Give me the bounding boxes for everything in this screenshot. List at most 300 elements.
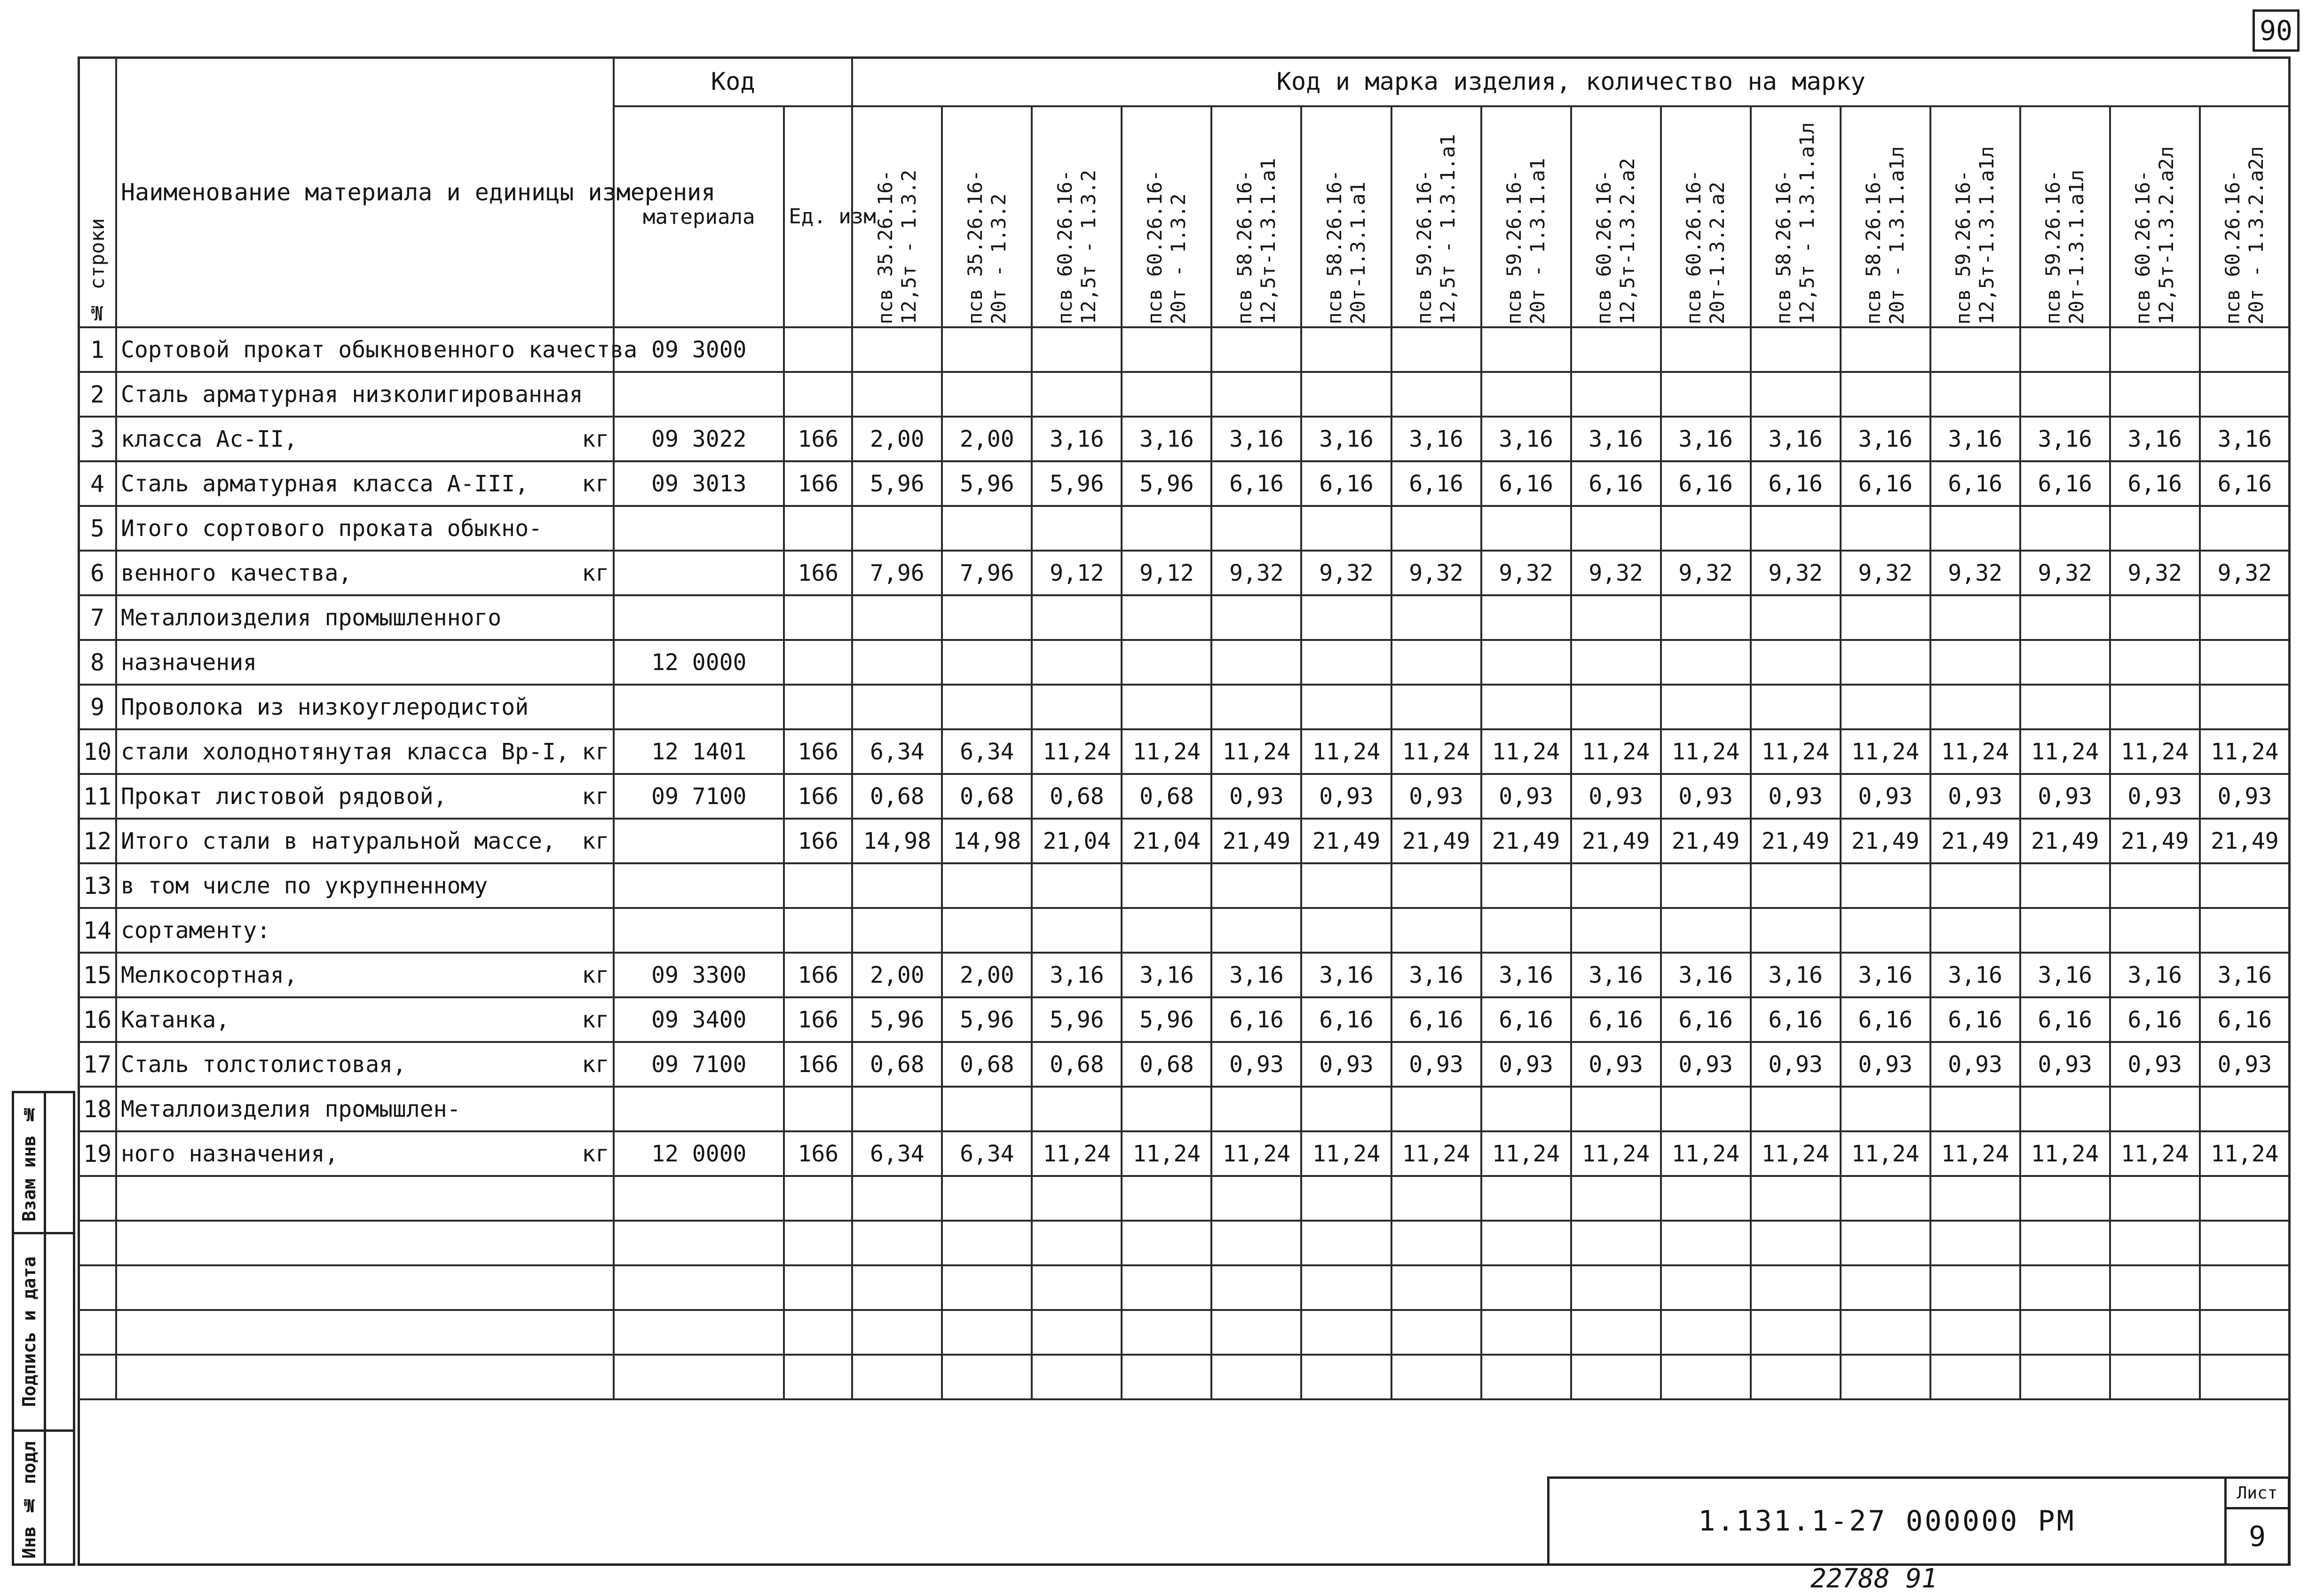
quantity-cell xyxy=(1211,908,1301,953)
material-code xyxy=(614,863,784,908)
quantity-cell: 11,24 xyxy=(2200,729,2290,774)
quantity-cell: 0,68 xyxy=(942,774,1032,819)
sidebar-labels xyxy=(14,1093,46,1563)
quantity-cell xyxy=(1211,640,1301,685)
quantity-cell: 0,93 xyxy=(1661,774,1751,819)
quantity-cell: 2,00 xyxy=(942,953,1032,997)
quantity-cell: 3,16 xyxy=(2110,953,2200,997)
quantity-cell xyxy=(1571,595,1661,640)
mark-header: псв 60.26.16- 12,5т - 1.3.2 xyxy=(1032,106,1122,327)
quantity-cell xyxy=(1481,908,1571,953)
quantity-cell: 21,04 xyxy=(1032,819,1122,863)
quantity-cell xyxy=(942,1087,1032,1131)
row-number: 10 xyxy=(79,729,116,774)
quantity-cell xyxy=(942,327,1032,372)
empty-cell xyxy=(614,1221,784,1265)
material-code xyxy=(614,372,784,417)
empty-cell xyxy=(2200,1221,2290,1265)
quantity-cell xyxy=(1751,1087,1841,1131)
quantity-cell xyxy=(1032,685,1122,729)
quantity-cell xyxy=(1930,685,2020,729)
empty-cell xyxy=(1751,1265,1841,1310)
quantity-cell xyxy=(942,595,1032,640)
row-name-text: венного качества, xyxy=(121,560,352,586)
row-name xyxy=(116,506,614,551)
quantity-cell xyxy=(1391,372,1481,417)
empty-cell xyxy=(1661,1265,1751,1310)
quantity-cell: 0,93 xyxy=(1481,1042,1571,1087)
quantity-cell xyxy=(942,908,1032,953)
quantity-cell xyxy=(2020,595,2110,640)
quantity-cell: 3,16 xyxy=(1661,417,1751,461)
empty-cell xyxy=(1751,1310,1841,1355)
quantity-cell: 3,16 xyxy=(1122,417,1211,461)
quantity-cell xyxy=(1751,327,1841,372)
quantity-cell: 11,24 xyxy=(2110,729,2200,774)
quantity-cell: 11,24 xyxy=(2020,1131,2110,1176)
empty-cell xyxy=(942,1221,1032,1265)
quantity-cell: 3,16 xyxy=(1571,953,1661,997)
empty-cell xyxy=(942,1176,1032,1221)
quantity-cell xyxy=(1211,1087,1301,1131)
unit-code xyxy=(784,1087,852,1131)
quantity-cell xyxy=(942,640,1032,685)
quantity-cell: 21,49 xyxy=(1571,819,1661,863)
row-unit-label: кг xyxy=(582,828,609,854)
quantity-cell xyxy=(1122,685,1211,729)
row-name-text: Проволока из низкоуглеродистой xyxy=(121,694,529,720)
quantity-cell: 0,93 xyxy=(1841,774,1930,819)
quantity-cell xyxy=(2110,685,2200,729)
empty-row xyxy=(79,1176,2290,1221)
quantity-cell xyxy=(942,863,1032,908)
quantity-cell: 6,16 xyxy=(1391,461,1481,506)
quantity-cell xyxy=(2020,863,2110,908)
row-number: 12 xyxy=(79,819,116,863)
quantity-cell xyxy=(1930,506,2020,551)
quantity-cell xyxy=(1391,595,1481,640)
unit-code xyxy=(784,640,852,685)
row-name-text: Мелкосортная, xyxy=(121,962,298,988)
quantity-cell xyxy=(1301,327,1391,372)
quantity-cell: 6,16 xyxy=(1930,997,2020,1042)
row-name xyxy=(116,327,638,372)
quantity-cell xyxy=(2020,640,2110,685)
row-name xyxy=(116,417,614,461)
quantity-cell xyxy=(2110,863,2200,908)
quantity-cell: 0,68 xyxy=(1032,1042,1122,1087)
quantity-cell: 6,34 xyxy=(942,1131,1032,1176)
quantity-cell: 6,34 xyxy=(852,1131,942,1176)
quantity-cell: 3,16 xyxy=(1391,953,1481,997)
quantity-cell xyxy=(1930,327,2020,372)
quantity-cell xyxy=(1841,1087,1930,1131)
quantity-cell xyxy=(942,506,1032,551)
table-row xyxy=(79,1087,2290,1131)
quantity-cell xyxy=(1122,506,1211,551)
quantity-cell xyxy=(1661,908,1751,953)
quantity-cell xyxy=(1391,1087,1481,1131)
row-unit-label: кг xyxy=(582,560,609,586)
quantity-cell: 6,16 xyxy=(1751,461,1841,506)
quantity-cell: 11,24 xyxy=(1032,1131,1122,1176)
quantity-cell xyxy=(1032,595,1122,640)
table-row xyxy=(79,461,2290,506)
empty-cell xyxy=(1391,1221,1481,1265)
quantity-cell xyxy=(1930,372,2020,417)
quantity-cell xyxy=(1661,1087,1751,1131)
empty-cell xyxy=(614,1176,784,1221)
empty-cell xyxy=(1841,1265,1930,1310)
quantity-cell xyxy=(2020,1087,2110,1131)
quantity-cell: 21,49 xyxy=(2110,819,2200,863)
page-number: 90 xyxy=(2253,9,2300,52)
empty-cell xyxy=(116,1221,614,1265)
empty-cell xyxy=(1301,1176,1391,1221)
empty-cell xyxy=(1571,1310,1661,1355)
empty-cell xyxy=(1211,1265,1301,1310)
row-unit-label: кг xyxy=(582,426,609,452)
empty-cell xyxy=(2110,1355,2200,1399)
header-name: Наименование материала и единицы измерения xyxy=(116,57,614,327)
empty-cell xyxy=(852,1265,942,1310)
quantity-cell: 3,16 xyxy=(1571,417,1661,461)
empty-cell xyxy=(1930,1265,2020,1310)
quantity-cell: 0,93 xyxy=(1391,1042,1481,1087)
quantity-cell xyxy=(2200,685,2290,729)
quantity-cell: 11,24 xyxy=(1301,729,1391,774)
quantity-cell: 21,49 xyxy=(1211,819,1301,863)
sidebar-replace-inv: Взам инв № xyxy=(14,1093,44,1234)
empty-cell xyxy=(942,1265,1032,1310)
empty-cell xyxy=(79,1265,116,1310)
quantity-cell xyxy=(1211,372,1301,417)
quantity-cell: 9,12 xyxy=(1032,551,1122,595)
quantity-cell xyxy=(1211,595,1301,640)
row-name xyxy=(116,461,614,506)
quantity-cell xyxy=(1391,506,1481,551)
quantity-cell: 21,49 xyxy=(2020,819,2110,863)
unit-code xyxy=(784,506,852,551)
empty-cell xyxy=(852,1355,942,1399)
quantity-cell xyxy=(1571,1087,1661,1131)
quantity-cell: 3,16 xyxy=(2200,953,2290,997)
empty-cell xyxy=(1032,1265,1122,1310)
quantity-cell xyxy=(1571,506,1661,551)
sidebar-entries xyxy=(45,1093,74,1563)
empty-cell xyxy=(1032,1221,1122,1265)
mark-header: псв 60.26.16- 20т - 1.3.2 xyxy=(1122,106,1211,327)
empty-cell xyxy=(2110,1310,2200,1355)
material-code: 09 3022 xyxy=(614,417,784,461)
unit-code xyxy=(784,372,852,417)
row-name-text: Прокат листовой рядовой, xyxy=(121,783,447,810)
quantity-cell: 0,68 xyxy=(852,1042,942,1087)
empty-cell xyxy=(1841,1310,1930,1355)
quantity-cell xyxy=(1122,863,1211,908)
quantity-cell xyxy=(2110,640,2200,685)
quantity-cell xyxy=(852,327,942,372)
quantity-cell: 5,96 xyxy=(942,997,1032,1042)
empty-cell xyxy=(852,1310,942,1355)
quantity-cell xyxy=(852,595,942,640)
quantity-cell xyxy=(1661,327,1751,372)
empty-cell xyxy=(784,1221,852,1265)
quantity-cell: 11,24 xyxy=(1841,1131,1930,1176)
quantity-cell: 3,16 xyxy=(1751,953,1841,997)
quantity-cell: 11,24 xyxy=(1211,729,1301,774)
empty-cell xyxy=(116,1355,614,1399)
mark-header: псв 58.26.16- 12,5т - 1.3.1.a1л xyxy=(1751,106,1841,327)
unit-code: 166 xyxy=(784,997,852,1042)
unit-code xyxy=(784,685,852,729)
table-row xyxy=(79,863,2290,908)
quantity-cell: 3,16 xyxy=(2200,417,2290,461)
mark-header: псв 60.26.16- 20т - 1.3.2.a2л xyxy=(2200,106,2290,327)
header-unit: Ед. изм xyxy=(784,106,852,327)
empty-cell xyxy=(2020,1355,2110,1399)
quantity-cell: 2,00 xyxy=(852,953,942,997)
quantity-cell: 21,49 xyxy=(1751,819,1841,863)
quantity-cell: 7,96 xyxy=(942,551,1032,595)
quantity-cell xyxy=(1661,372,1751,417)
empty-cell xyxy=(2020,1310,2110,1355)
empty-cell xyxy=(1032,1355,1122,1399)
quantity-cell xyxy=(2200,1087,2290,1131)
quantity-cell: 0,93 xyxy=(2200,774,2290,819)
archive-number: 22788 91 xyxy=(1810,1563,1937,1594)
quantity-cell: 5,96 xyxy=(1032,997,1122,1042)
empty-cell xyxy=(784,1265,852,1310)
quantity-cell xyxy=(1211,327,1301,372)
quantity-cell: 7,96 xyxy=(852,551,942,595)
quantity-cell: 3,16 xyxy=(1122,953,1211,997)
quantity-cell: 0,93 xyxy=(1661,1042,1751,1087)
quantity-cell xyxy=(2200,595,2290,640)
quantity-cell: 9,32 xyxy=(1391,551,1481,595)
quantity-cell: 11,24 xyxy=(1481,729,1571,774)
header-material-code: материала xyxy=(614,106,784,327)
header-row-no: № строки xyxy=(79,57,116,327)
quantity-cell xyxy=(1481,1087,1571,1131)
empty-cell xyxy=(2020,1221,2110,1265)
empty-cell xyxy=(79,1310,116,1355)
quantity-cell: 5,96 xyxy=(852,997,942,1042)
unit-code: 166 xyxy=(784,551,852,595)
sheet-label: Лист xyxy=(2227,1479,2288,1509)
quantity-cell xyxy=(1301,908,1391,953)
quantity-cell: 6,16 xyxy=(1930,461,2020,506)
empty-cell xyxy=(1571,1176,1661,1221)
quantity-cell: 11,24 xyxy=(1571,1131,1661,1176)
row-name-text: Итого сортового проката обыкно- xyxy=(121,515,542,542)
quantity-cell: 3,16 xyxy=(1930,417,2020,461)
empty-cell xyxy=(1751,1176,1841,1221)
quantity-cell: 11,24 xyxy=(1661,729,1751,774)
sidebar-entry-3 xyxy=(45,1432,74,1568)
row-unit-label: кг xyxy=(582,1006,609,1033)
row-number: 5 xyxy=(79,506,116,551)
empty-cell xyxy=(784,1310,852,1355)
row-number: 15 xyxy=(79,953,116,997)
quantity-cell: 11,24 xyxy=(1301,1131,1391,1176)
quantity-cell xyxy=(1211,863,1301,908)
empty-cell xyxy=(79,1176,116,1221)
quantity-cell xyxy=(1571,640,1661,685)
empty-cell xyxy=(1481,1221,1571,1265)
quantity-cell xyxy=(1751,908,1841,953)
empty-cell xyxy=(1481,1355,1571,1399)
empty-cell xyxy=(1481,1265,1571,1310)
empty-cell xyxy=(1301,1355,1391,1399)
empty-cell xyxy=(1301,1221,1391,1265)
quantity-cell: 6,16 xyxy=(2110,461,2200,506)
mark-header: псв 59.26.16- 20т - 1.3.1.a1 xyxy=(1481,106,1571,327)
empty-cell xyxy=(852,1176,942,1221)
quantity-cell xyxy=(852,863,942,908)
quantity-cell: 6,16 xyxy=(2020,997,2110,1042)
unit-code: 166 xyxy=(784,774,852,819)
unit-code: 166 xyxy=(784,819,852,863)
quantity-cell xyxy=(2020,506,2110,551)
empty-cell xyxy=(1841,1221,1930,1265)
quantity-cell: 0,93 xyxy=(1571,1042,1661,1087)
table-row xyxy=(79,819,2290,863)
quantity-cell xyxy=(1930,908,2020,953)
table-row xyxy=(79,774,2290,819)
quantity-cell: 3,16 xyxy=(1391,417,1481,461)
quantity-cell: 0,93 xyxy=(2110,1042,2200,1087)
row-name xyxy=(116,774,614,819)
quantity-cell: 0,93 xyxy=(1751,774,1841,819)
quantity-cell: 21,49 xyxy=(2200,819,2290,863)
mark-header: псв 58.26.16- 12,5т-1.3.1.a1 xyxy=(1211,106,1301,327)
quantity-cell xyxy=(1301,640,1391,685)
quantity-cell: 11,24 xyxy=(1930,1131,2020,1176)
quantity-cell xyxy=(1391,640,1481,685)
quantity-cell: 5,96 xyxy=(1122,997,1211,1042)
row-number: 7 xyxy=(79,595,116,640)
empty-cell xyxy=(942,1310,1032,1355)
row-name xyxy=(116,640,614,685)
quantity-cell xyxy=(1032,372,1122,417)
quantity-cell: 11,24 xyxy=(1841,729,1930,774)
quantity-cell: 0,93 xyxy=(1571,774,1661,819)
row-number: 3 xyxy=(79,417,116,461)
quantity-cell: 5,96 xyxy=(852,461,942,506)
quantity-cell: 9,32 xyxy=(2200,551,2290,595)
row-name xyxy=(116,819,614,863)
row-name-text: сортаменту: xyxy=(121,917,270,944)
material-code: 12 0000 xyxy=(614,1131,784,1176)
sheet-box xyxy=(2224,1479,2288,1563)
empty-cell xyxy=(1301,1265,1391,1310)
quantity-cell: 21,49 xyxy=(1661,819,1751,863)
table-row xyxy=(79,997,2290,1042)
quantity-cell: 6,16 xyxy=(2200,997,2290,1042)
quantity-cell: 11,24 xyxy=(2200,1131,2290,1176)
unit-code xyxy=(784,327,852,372)
empty-cell xyxy=(614,1310,784,1355)
empty-cell xyxy=(1032,1310,1122,1355)
quantity-cell: 11,24 xyxy=(1391,729,1481,774)
quantity-cell: 9,32 xyxy=(1751,551,1841,595)
row-number: 2 xyxy=(79,372,116,417)
quantity-cell: 3,16 xyxy=(1481,417,1571,461)
quantity-cell xyxy=(2200,908,2290,953)
quantity-cell: 6,16 xyxy=(1661,461,1751,506)
material-code xyxy=(614,908,784,953)
quantity-cell xyxy=(2110,372,2200,417)
sidebar-entry-1 xyxy=(45,1093,74,1234)
quantity-cell: 6,34 xyxy=(942,729,1032,774)
table-row xyxy=(79,685,2290,729)
empty-row xyxy=(79,1265,2290,1310)
quantity-cell: 6,16 xyxy=(1571,461,1661,506)
quantity-cell: 3,16 xyxy=(1211,953,1301,997)
material-code: 09 7100 xyxy=(614,774,784,819)
quantity-cell xyxy=(1571,372,1661,417)
quantity-cell xyxy=(1841,908,1930,953)
header-code-group: Код xyxy=(614,57,852,106)
mark-header: псв 59.26.16- 12,5т-1.3.1.a1л xyxy=(1930,106,2020,327)
quantity-cell xyxy=(1122,595,1211,640)
quantity-cell xyxy=(1841,506,1930,551)
quantity-cell: 11,24 xyxy=(1391,1131,1481,1176)
row-name xyxy=(116,729,614,774)
quantity-cell xyxy=(1661,595,1751,640)
document-code: 1.131.1-27 000000 РМ xyxy=(1698,1505,2076,1538)
quantity-cell: 6,16 xyxy=(1301,997,1391,1042)
unit-code: 166 xyxy=(784,729,852,774)
row-number: 14 xyxy=(79,908,116,953)
quantity-cell: 0,68 xyxy=(1122,774,1211,819)
quantity-cell xyxy=(1032,640,1122,685)
row-name-text: назначения xyxy=(121,649,257,676)
quantity-cell: 3,16 xyxy=(1930,953,2020,997)
row-number: 6 xyxy=(79,551,116,595)
quantity-cell: 6,34 xyxy=(852,729,942,774)
row-name xyxy=(116,863,614,908)
empty-cell xyxy=(614,1355,784,1399)
quantity-cell: 9,12 xyxy=(1122,551,1211,595)
quantity-cell: 14,98 xyxy=(852,819,942,863)
quantity-cell: 11,24 xyxy=(2110,1131,2200,1176)
row-name-text: Сталь арматурная низколигированная xyxy=(121,381,583,408)
material-code: 09 3000 xyxy=(614,327,784,372)
quantity-cell: 21,49 xyxy=(1391,819,1481,863)
row-number: 9 xyxy=(79,685,116,729)
quantity-cell xyxy=(1301,595,1391,640)
row-number: 1 xyxy=(79,327,116,372)
material-code xyxy=(614,685,784,729)
mark-header: псв 60.26.16- 12,5т-1.3.2.a2 xyxy=(1571,106,1661,327)
quantity-cell xyxy=(1301,1087,1391,1131)
quantity-cell xyxy=(1032,506,1122,551)
quantity-cell: 0,93 xyxy=(1301,774,1391,819)
quantity-cell xyxy=(1841,863,1930,908)
mark-header: псв 35.26.16- 12,5т - 1.3.2 xyxy=(852,106,942,327)
quantity-cell: 6,16 xyxy=(1751,997,1841,1042)
quantity-cell: 11,24 xyxy=(1751,729,1841,774)
quantity-cell: 11,24 xyxy=(1751,1131,1841,1176)
approval-sidebar xyxy=(12,1091,75,1566)
quantity-cell xyxy=(2110,595,2200,640)
header-mark-group: Код и марка изделия, количество на марку xyxy=(852,57,2290,106)
empty-cell xyxy=(1122,1355,1211,1399)
quantity-cell: 6,16 xyxy=(1661,997,1751,1042)
empty-cell xyxy=(1661,1310,1751,1355)
